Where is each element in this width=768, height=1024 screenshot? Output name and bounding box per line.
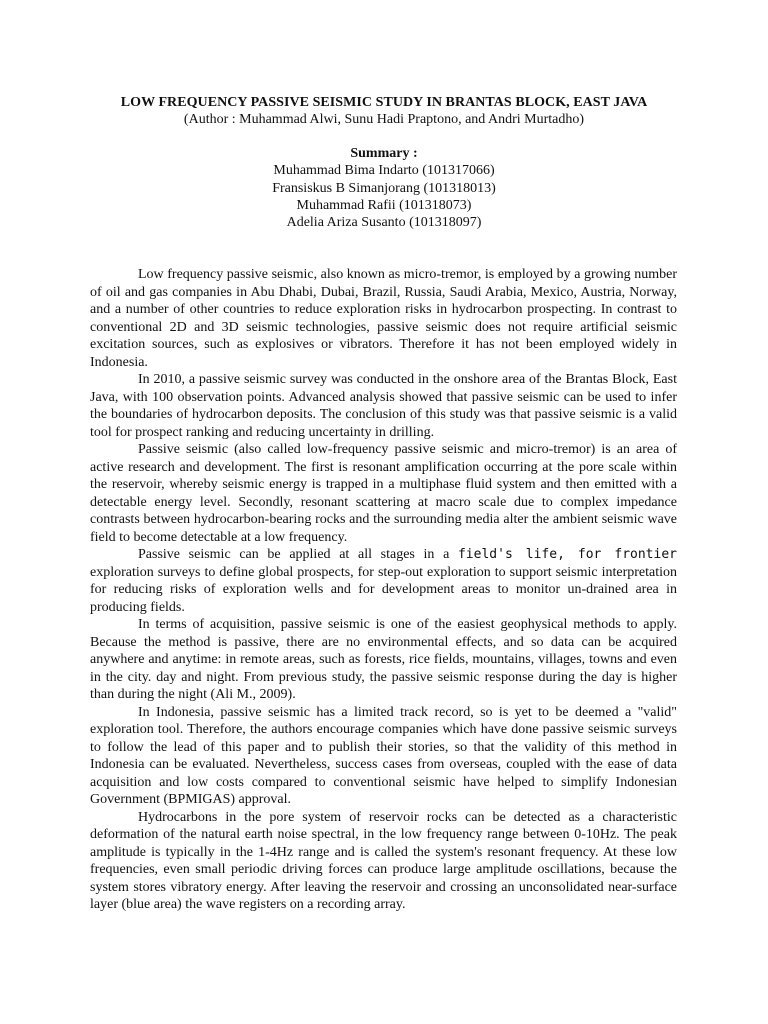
member-name: Muhammad Bima Indarto (101317066) [273, 163, 495, 179]
paragraph-4-end: exploration surveys to define global prospects, for step-out exploration to support seismic interpretation for reducing risks of exploration wells and for development areas to monitor un-drained area in producing fields. [90, 564, 677, 615]
paragraph-3: Passive seismic (also called low-frequency passive seismic and micro-tremor) is an area of active research and development. The first is resonant amplification occurring at the pore scale within the reservoir, whereby seismic energy is trapped in a multiphase fluid system and then emitted with a detectable energy level. Secondly, resonant scattering at macro scale due to complex impedance contrasts between hydrocarbon-bearing rocks and the surrounding media alter the ambient seismic wave field to become detectable at a low frequency. [90, 442, 677, 545]
author-line: (Author : Muhammad Alwi, Sunu Hadi Praptono, and Andri Murtadho) [183, 112, 585, 128]
member-name: Fransiskus B Simanjorang (101318013) [272, 180, 496, 196]
paragraph-4-start: Passive seismic can be applied at all stages in a [138, 547, 458, 562]
paragraph-7: Hydrocarbons in the pore system of reservoir rocks can be detected as a characteristic deformation of the natural earth noise spectral, in the low frequency range between 0-10Hz. The peak amplitude is typically in the 1-4Hz range and is called the system's resonant frequency. At these low frequencies, even small periodic driving forces can produce large amplitude oscillations, because the system stores vibratory energy. After leaving the reservoir and crossing an unconsolidated near-surface layer (blue area) the wave registers on a recording array. [90, 809, 677, 912]
paragraph-4 [90, 546, 677, 616]
paragraph-2: In 2010, a passive seismic survey was conducted in the onshore area of the Brantas Block, East Java, with 100 observation points. Advanced analysis showed that passive seismic can be used to infer the boundaries of hydrocarbon deposits. The conclusion of this study was that passive seismic is a valid tool for prospect ranking and reducing uncertainty in drilling. [90, 372, 677, 440]
summary-body [90, 266, 677, 914]
document-header [60, 94, 708, 232]
paragraph-6: In Indonesia, passive seismic has a limited track record, so is yet to be deemed a "valid" exploration tool. Therefore, the authors encourage companies which have done passive seismic surveys to follow the lead of this paper and to publish their stories, so that the validity of this method in Indonesia can be evaluated. Nevertheless, success cases from overseas, coupled with the ease of data acquisition and low costs compared to conventional seismic have helped to simplify Indonesian Government (BPMIGAS) approval. [90, 704, 677, 807]
member-name: Muhammad Rafii (101318073) [296, 198, 472, 214]
paragraph-4-mono-phrase: field's life, for frontier [457, 547, 677, 562]
summary-label: Summary : [350, 145, 418, 161]
paragraph-1: Low frequency passive seismic, also known as micro-tremor, is employed by a growing number of oil and gas companies in Abu Dhabi, Dubai, Brazil, Russia, Saudi Arabia, Mexico, Austria, Norway, and a number of other countries to reduce exploration risks in hydrocarbon prospecting. In contrast to conventional 2D and 3D seismic technologies, passive seismic does not require artificial seismic excitation sources, such as explosives or vibrators. Therefore it has not been employed widely in Indonesia. [90, 267, 677, 370]
document-title: LOW FREQUENCY PASSIVE SEISMIC STUDY IN BRANTAS BLOCK, EAST JAVA [120, 95, 648, 110]
member-name: Adelia Ariza Susanto (101318097) [286, 215, 482, 231]
paragraph-5: In terms of acquisition, passive seismic is one of the easiest geophysical methods to apply. Because the method is passive, there are no environmental effects, and so data can be acquired anywhere and anytime: in remote areas, such as forests, rice fields, mountains, villages, towns and even in the city. day and night. From previous study, the passive seismic response during the day is higher than during the night (Ali M., 2009). [90, 617, 677, 702]
